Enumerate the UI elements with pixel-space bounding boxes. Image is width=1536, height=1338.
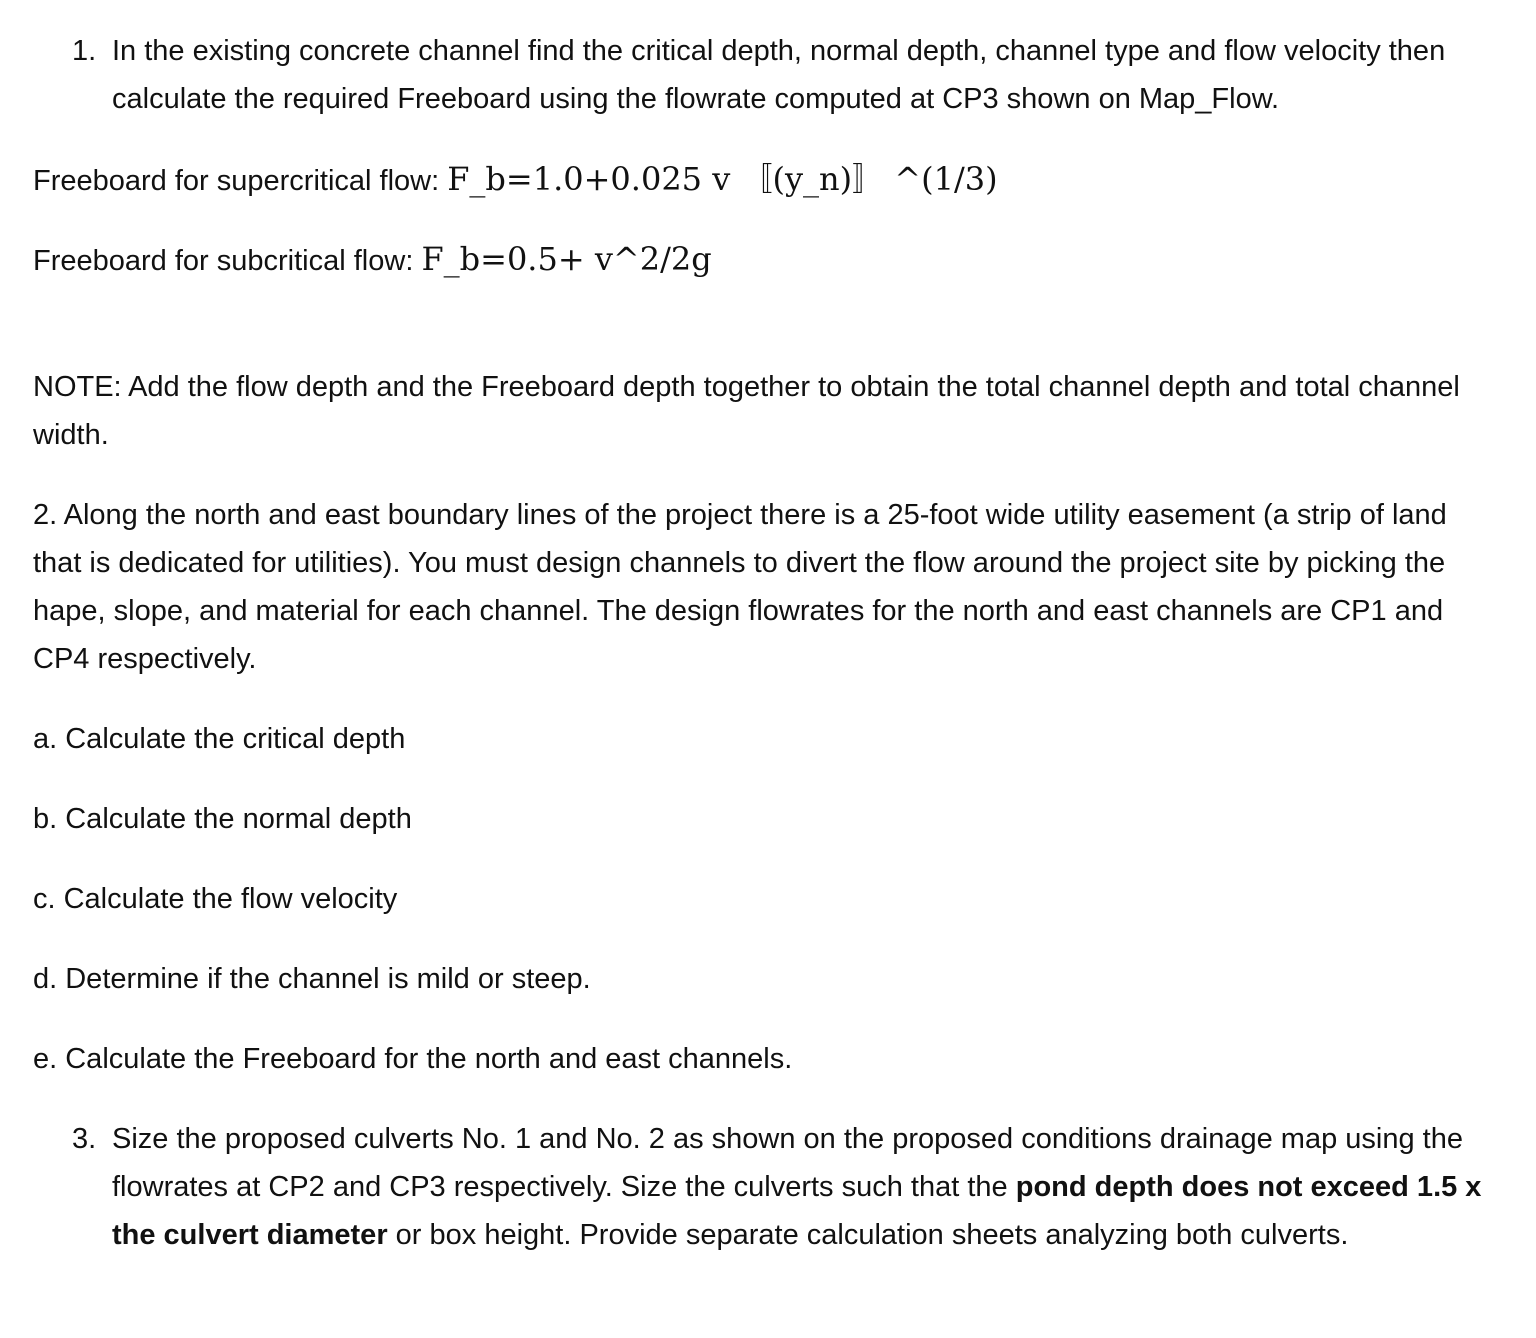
subitem-a: a. Calculate the critical depth bbox=[33, 723, 406, 755]
question-3-number: 3. bbox=[72, 1123, 97, 1155]
freeboard-subcritical-formula: F_b=0.5+ v^2/2g bbox=[421, 240, 712, 278]
subitem-e: e. Calculate the Freeboard for the north and east channels. bbox=[33, 1043, 793, 1075]
freeboard-subcritical-label: Freeboard for subcritical flow: bbox=[33, 245, 422, 277]
subitem-b: b. Calculate the normal depth bbox=[33, 803, 412, 835]
subitem-c: c. Calculate the flow velocity bbox=[33, 883, 398, 915]
question-1 bbox=[72, 27, 1502, 123]
freeboard-supercritical-label: Freeboard for supercritical flow: bbox=[33, 165, 448, 197]
freeboard-supercritical-formula: F_b=1.0+0.025 v 〚(y_n)〛 ^(1/3) bbox=[447, 160, 998, 198]
note-paragraph: NOTE: Add the flow depth and the Freeboard depth together to obtain the total channel depth and total channel width. bbox=[33, 371, 1460, 451]
question-1-text: In the existing concrete channel find the critical depth, normal depth, channel type and flow velocity then calculate the required Freeboard using the flowrate computed at CP3 shown on Map_Flow. bbox=[112, 35, 1446, 115]
question-3-text-bold: pond depth does not exceed 1.5 x the culvert diameter bbox=[112, 1171, 1482, 1251]
freeboard-subcritical-line bbox=[33, 235, 1503, 285]
subitem-d: d. Determine if the channel is mild or steep. bbox=[33, 963, 591, 995]
question-3-text-before: Size the proposed culverts No. 1 and No. 2 as shown on the proposed conditions drainage map using the flowrates at CP2 and CP3 respectively. Size the culverts such that the bbox=[112, 1123, 1463, 1203]
question-3-text-after: or box height. Provide separate calculation sheets analyzing both culverts. bbox=[387, 1219, 1349, 1251]
question-1-number: 1. bbox=[72, 35, 97, 67]
freeboard-supercritical-line bbox=[33, 155, 1503, 205]
question-3 bbox=[72, 1115, 1502, 1259]
question-3-text bbox=[112, 1115, 1502, 1259]
question-2: 2. Along the north and east boundary lines of the project there is a 25-foot wide utility easement (a strip of land that is dedicated for utilities). You must design channels to divert the flow around the project site by picking the hape, slope, and material for each channel. The design flowrates for the north and east channels are CP1 and CP4 respectively. bbox=[33, 499, 1447, 675]
